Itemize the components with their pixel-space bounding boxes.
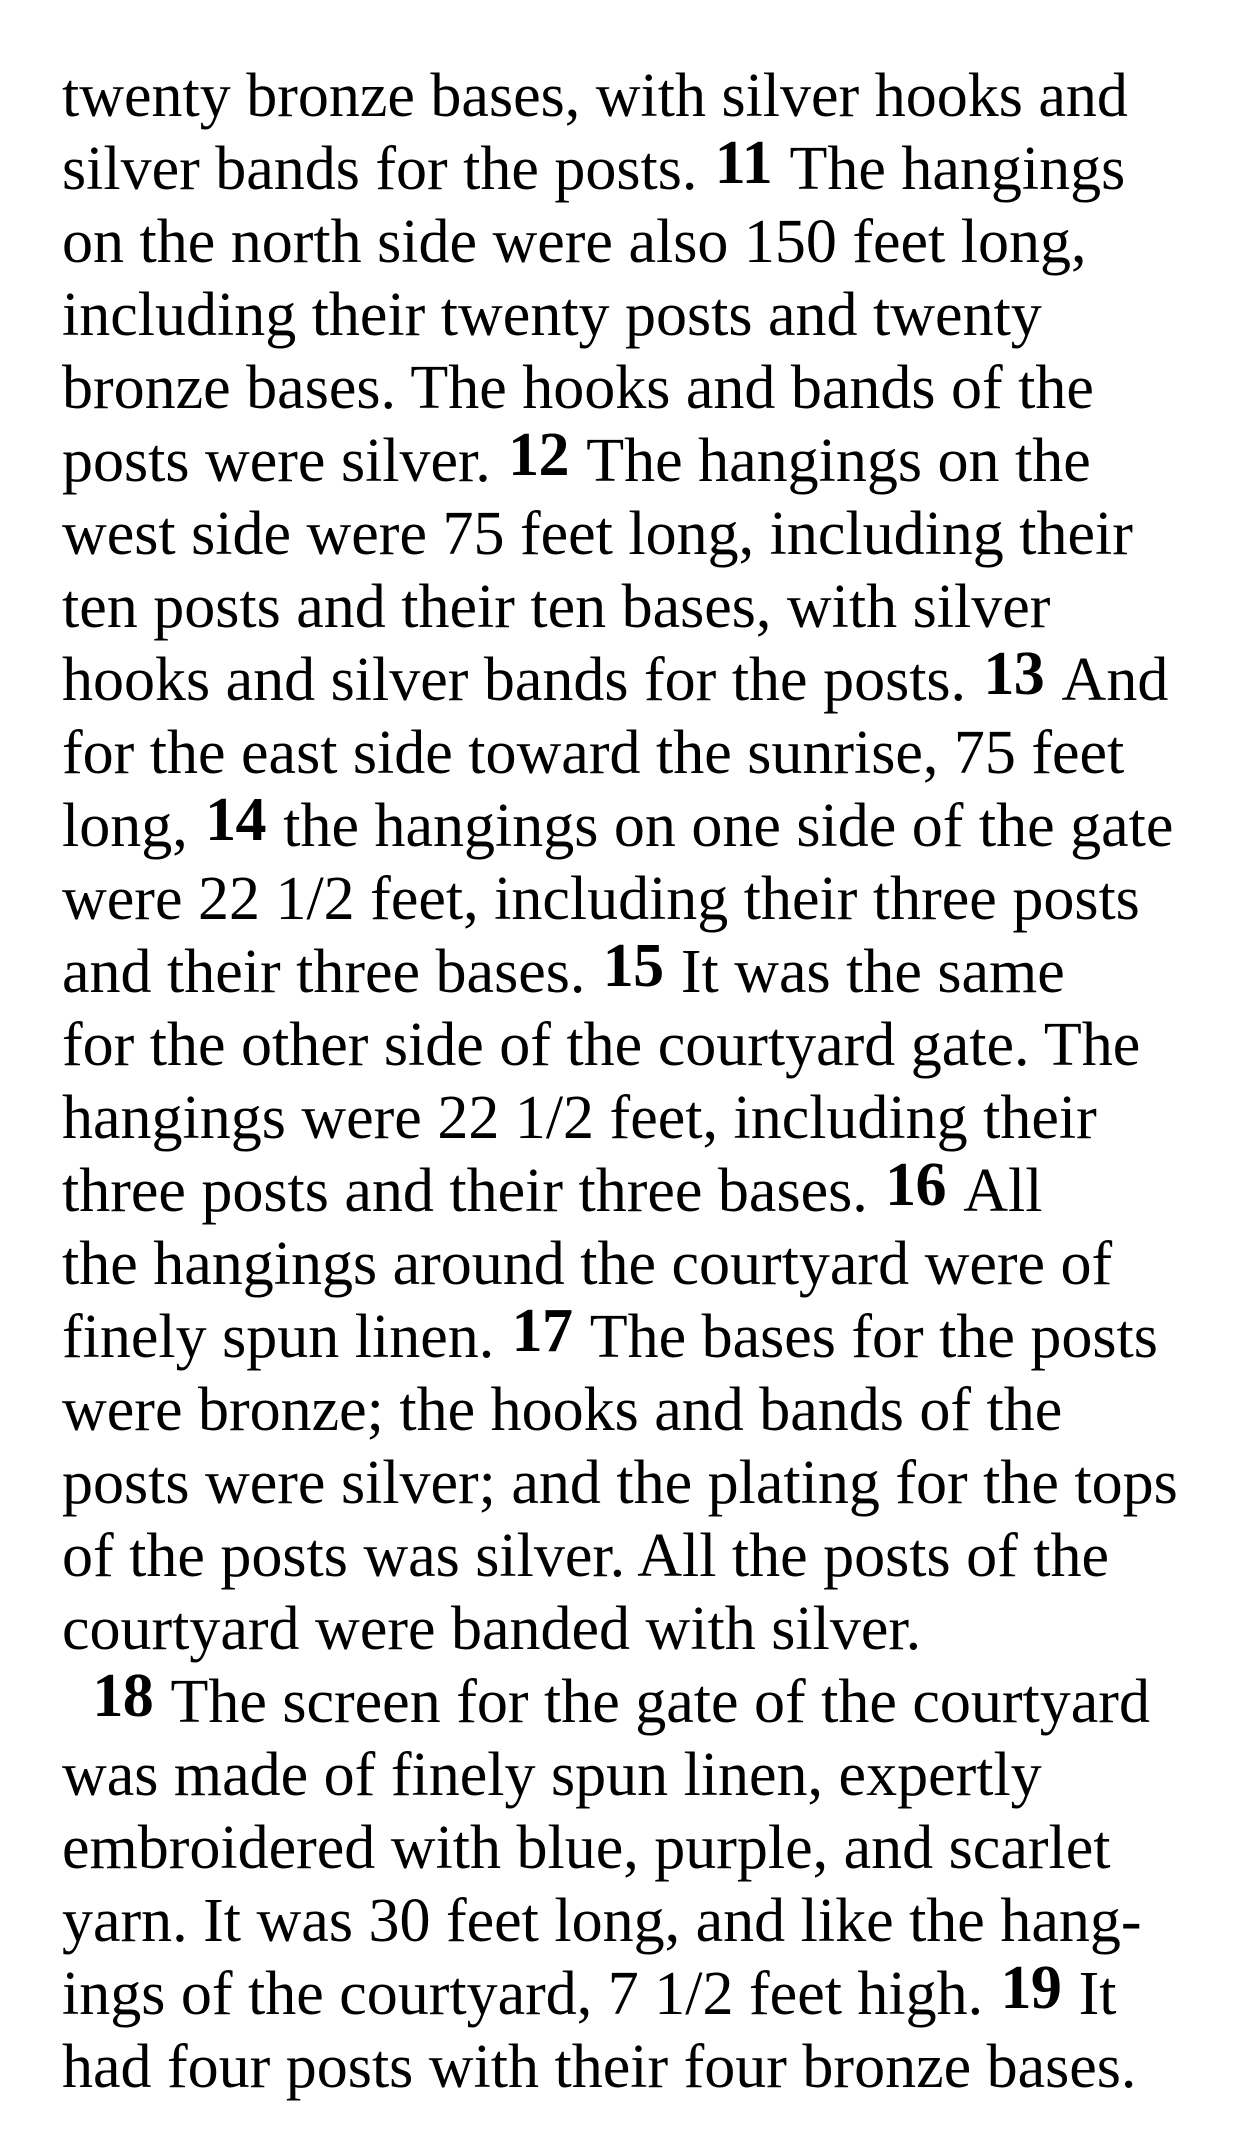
verse-text: west side were 75 feet long, including their: [62, 500, 1133, 568]
verse-text: It was the same: [680, 938, 1065, 1006]
verse-number: 15: [602, 931, 664, 1000]
verse-number: 18: [92, 1661, 154, 1730]
verse-text: The screen for the gate of the courtyard: [170, 1668, 1150, 1736]
verse-text: of the posts was silver. All the posts of the: [62, 1522, 1110, 1590]
text-line: [62, 420, 1206, 498]
verse-number: 19: [1000, 1953, 1062, 2022]
text-line: [62, 931, 1206, 1009]
text-line: [62, 1520, 1206, 1593]
verse-text: posts were silver; and the plating for the tops: [62, 1449, 1178, 1517]
verse-text: on the north side were also 150 feet long,: [62, 208, 1087, 276]
verse-text: It: [1078, 1960, 1117, 2028]
verse-text: yarn. It was 30 feet long, and like the hang-: [62, 1887, 1142, 1955]
verse-text: courtyard were banded with silver.: [62, 1595, 922, 1663]
verse-text: the hangings on one side of the gate: [283, 792, 1174, 860]
verse-number: 12: [508, 420, 569, 489]
verse-text: twenty bronze bases, with silver hooks and: [62, 62, 1128, 130]
verse-text: were 22 1/2 feet, including their three posts: [62, 865, 1140, 933]
verse-text: and their three bases.: [62, 938, 586, 1006]
text-line: [62, 1296, 1206, 1374]
text-line: [62, 1953, 1206, 2031]
verse-text: ten posts and their ten bases, with silver: [62, 573, 1051, 641]
verse-text: finely spun linen.: [62, 1303, 495, 1371]
text-line: [62, 352, 1206, 425]
verse-text: for the east side toward the sunrise, 75 feet: [62, 719, 1125, 787]
verse-text: had four posts with their four bronze bases.: [62, 2033, 1137, 2101]
verse-text: bronze bases. The hooks and bands of the: [62, 354, 1094, 422]
text-line: [62, 1374, 1206, 1447]
text-line: [62, 1082, 1206, 1155]
verse-text: three posts and their three bases.: [62, 1157, 868, 1225]
text-line: [62, 60, 1206, 133]
text-line: [62, 2031, 1206, 2104]
verse-text: posts were silver.: [62, 427, 491, 495]
verse-text: silver bands for the posts.: [62, 135, 698, 203]
text-line: [62, 1593, 1206, 1666]
verse-text: were bronze; the hooks and bands of the: [62, 1376, 1063, 1444]
text-line: [62, 498, 1206, 571]
text-line: [62, 863, 1206, 936]
text-line: [62, 1739, 1206, 1812]
verse-number: 14: [205, 785, 266, 854]
verse-number: 16: [885, 1150, 946, 1219]
text-line: [62, 717, 1206, 790]
text-line: [62, 206, 1206, 279]
verse-number: 17: [511, 1296, 573, 1365]
verse-text: for the other side of the courtyard gate. The: [62, 1011, 1141, 1079]
text-line: [62, 1661, 1206, 1739]
text-line: [62, 639, 1206, 717]
verse-text: hangings were 22 1/2 feet, including their: [62, 1084, 1097, 1152]
verse-text: The hangings on the: [586, 427, 1091, 495]
text-line: [62, 571, 1206, 644]
text-line: [62, 1812, 1206, 1885]
verse-text: All: [963, 1157, 1043, 1225]
verse-text: embroidered with blue, purple, and scarlet: [62, 1814, 1111, 1882]
verse-text: was made of finely spun linen, expertly: [62, 1741, 1042, 1809]
verse-text: hooks and silver bands for the posts.: [62, 646, 967, 714]
verse-number: 13: [983, 639, 1045, 708]
text-line: [62, 785, 1206, 863]
text-line: [62, 1447, 1206, 1520]
text-line: [62, 279, 1206, 352]
text-line: [62, 1150, 1206, 1228]
text-line: [62, 1009, 1206, 1082]
text-line: [62, 1228, 1206, 1301]
text-line: [62, 1885, 1206, 1958]
verse-text: The bases for the posts: [589, 1303, 1158, 1371]
verse-text: including their twenty posts and twenty: [62, 281, 1042, 349]
text-line: [62, 128, 1206, 206]
verse-text: the hangings around the courtyard were of: [62, 1230, 1113, 1298]
verse-text: The hangings: [789, 135, 1126, 203]
verse-text: ings of the courtyard, 7 1/2 feet high.: [62, 1960, 984, 2028]
verse-number: 11: [714, 128, 773, 197]
verse-text: long,: [62, 792, 188, 860]
verse-text: And: [1061, 646, 1169, 714]
